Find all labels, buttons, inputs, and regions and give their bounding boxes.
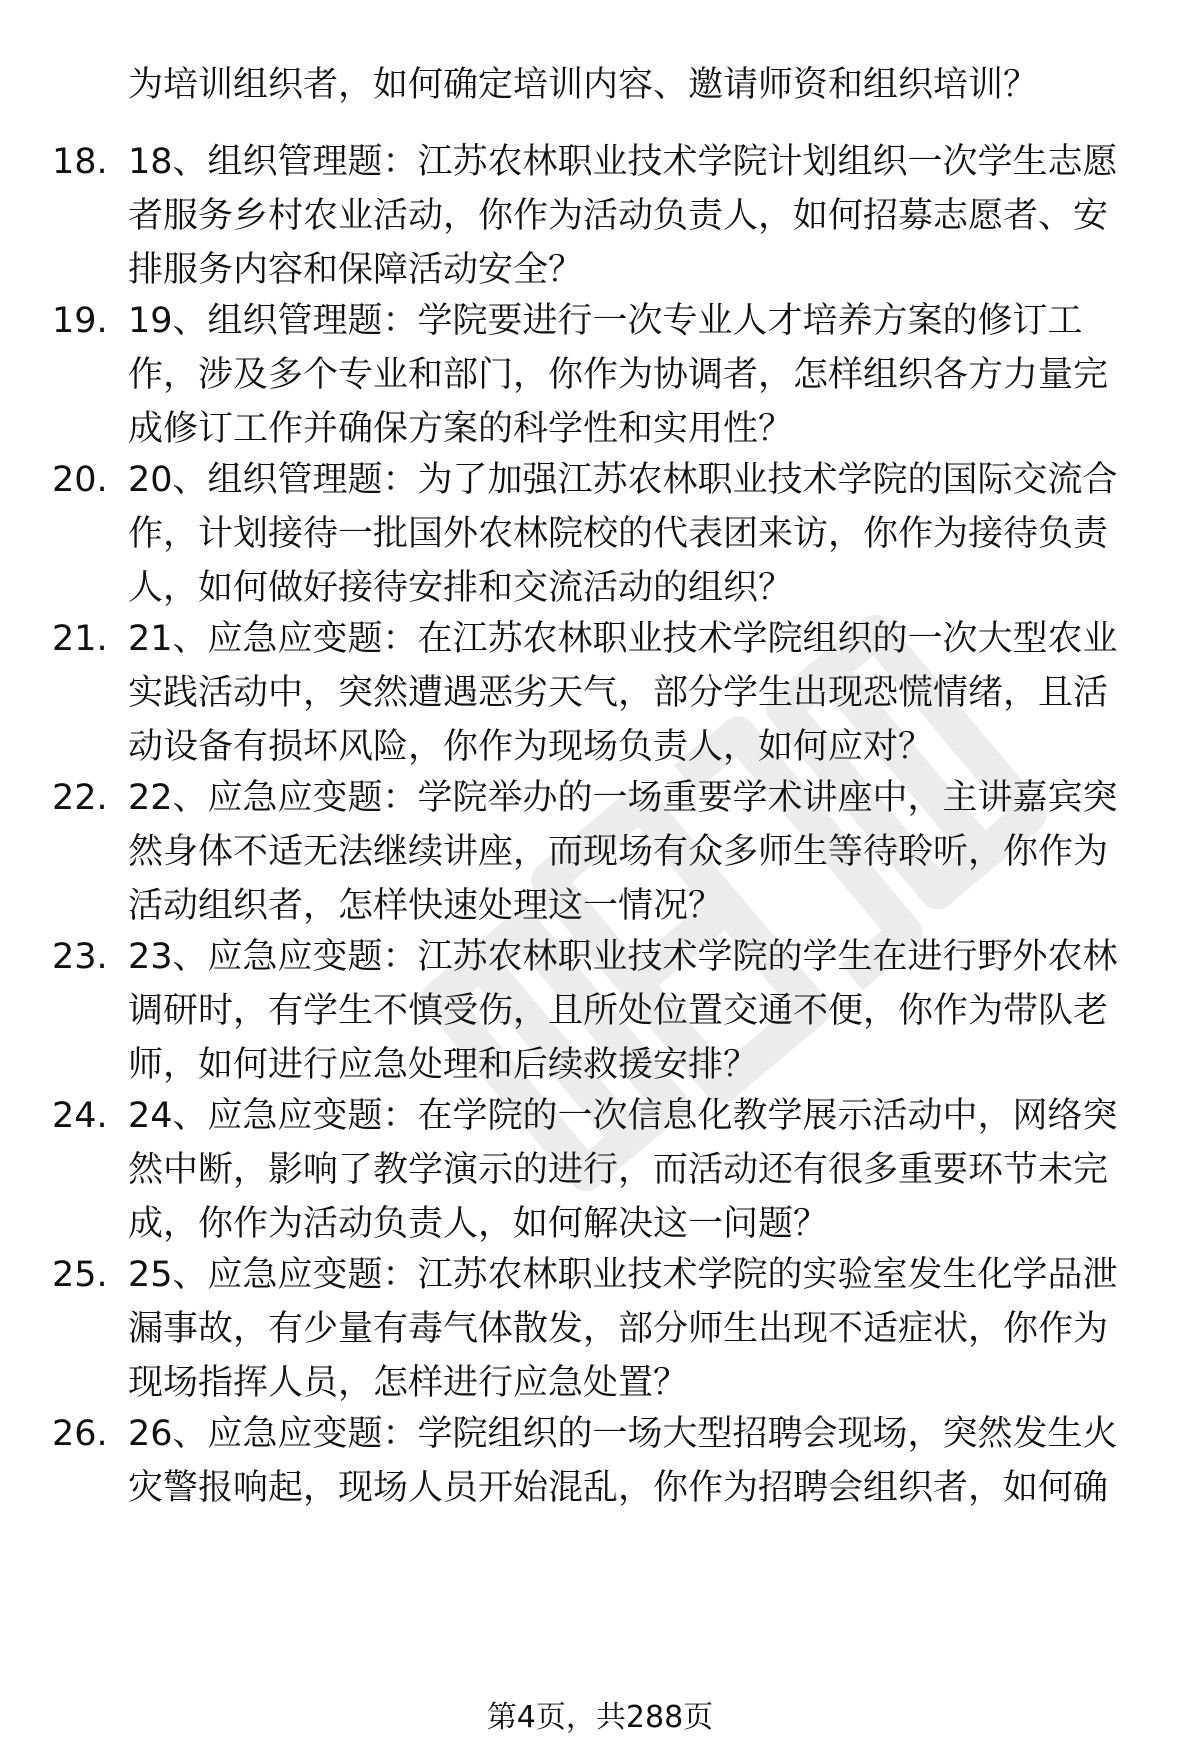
item-number: 22.: [52, 778, 108, 818]
item-line: 灾警报响起，现场人员开始混乱，你作为招聘会组织者，如何确: [128, 1468, 1109, 1508]
item-text: [128, 1089, 1168, 1251]
page-footer: 第4页，共288页: [486, 1700, 714, 1735]
item-number: 20.: [52, 460, 108, 500]
item-number: 19.: [52, 301, 108, 341]
item-line: 师，如何进行应急处理和后续救援安排？: [128, 1045, 759, 1085]
item-line: 实践活动中，突然遭遇恶劣天气，部分学生出现恐慌情绪，且活: [128, 673, 1109, 713]
item-number: 21.: [52, 619, 108, 659]
item-line: 然身体不适无法继续讲座，而现场有众多师生等待聆听，你作为: [128, 832, 1109, 872]
item-text: [128, 930, 1168, 1092]
item-line: 人，如何做好接待安排和交流活动的组织？: [128, 568, 794, 608]
item-line: 现场指挥人员，怎样进行应急处置？: [128, 1363, 689, 1403]
item-number: 26.: [52, 1414, 108, 1454]
item-line: 然中断，影响了教学演示的进行，而活动还有很多重要环节未完: [128, 1150, 1109, 1190]
item-line: 作，计划接待一批国外农林院校的代表团来访，你作为接待负责: [128, 514, 1109, 554]
item-line: 25、应急应变题：江苏农林职业技术学院的实验室发生化学品泄: [128, 1255, 1118, 1295]
item-line: 作，涉及多个专业和部门，你作为协调者，怎样组织各方力量完: [128, 355, 1109, 395]
item-line: 者服务乡村农业活动，你作为活动负责人，如何招募志愿者、安: [128, 196, 1109, 236]
item-line: 22、应急应变题：学院举办的一场重要学术讲座中，主讲嘉宾突: [128, 778, 1118, 818]
item-number: 25.: [52, 1255, 108, 1295]
item-line: 18、组织管理题：江苏农林职业技术学院计划组织一次学生志愿: [128, 142, 1118, 182]
item-line: 24、应急应变题：在学院的一次信息化教学展示活动中，网络突: [128, 1096, 1118, 1136]
item-line: 26、应急应变题：学院组织的一场大型招聘会现场，突然发生火: [128, 1414, 1118, 1454]
item-number: 23.: [52, 937, 108, 977]
item-line: 调研时，有学生不慎受伤，且所处位置交通不便，你作为带队老: [128, 991, 1109, 1031]
item-text: [128, 771, 1168, 933]
item-line: 排服务内容和保障活动安全？: [128, 250, 584, 290]
item-number: 24.: [52, 1096, 108, 1136]
item-text: [128, 1407, 1168, 1515]
item-line: 动设备有损坏风险，你作为现场负责人，如何应对？: [128, 727, 934, 767]
item-line: 漏事故，有少量有毒气体散发，部分师生出现不适症状，你作为: [128, 1309, 1109, 1349]
item-text: [128, 453, 1168, 615]
item-line: 19、组织管理题：学院要进行一次专业人才培养方案的修订工: [128, 301, 1083, 341]
continued-text: 为培训组织者，如何确定培训内容、邀请师资和组织培训？: [128, 65, 1039, 105]
item-line: 21、应急应变题：在江苏农林职业技术学院组织的一次大型农业: [128, 619, 1118, 659]
item-line: 成，你作为活动负责人，如何解决这一问题？: [128, 1204, 829, 1244]
item-line: 23、应急应变题：江苏农林职业技术学院的学生在进行野外农林: [128, 937, 1118, 977]
item-line: 成修订工作并确保方案的科学性和实用性？: [128, 409, 794, 449]
item-line: 活动组织者，怎样快速处理这一情况？: [128, 886, 724, 926]
item-text: [128, 612, 1168, 774]
item-number: 18.: [52, 142, 108, 182]
item-text: [128, 294, 1168, 456]
item-line: 20、组织管理题：为了加强江苏农林职业技术学院的国际交流合: [128, 460, 1118, 500]
item-text: [128, 1248, 1168, 1410]
item-text: [128, 135, 1168, 297]
